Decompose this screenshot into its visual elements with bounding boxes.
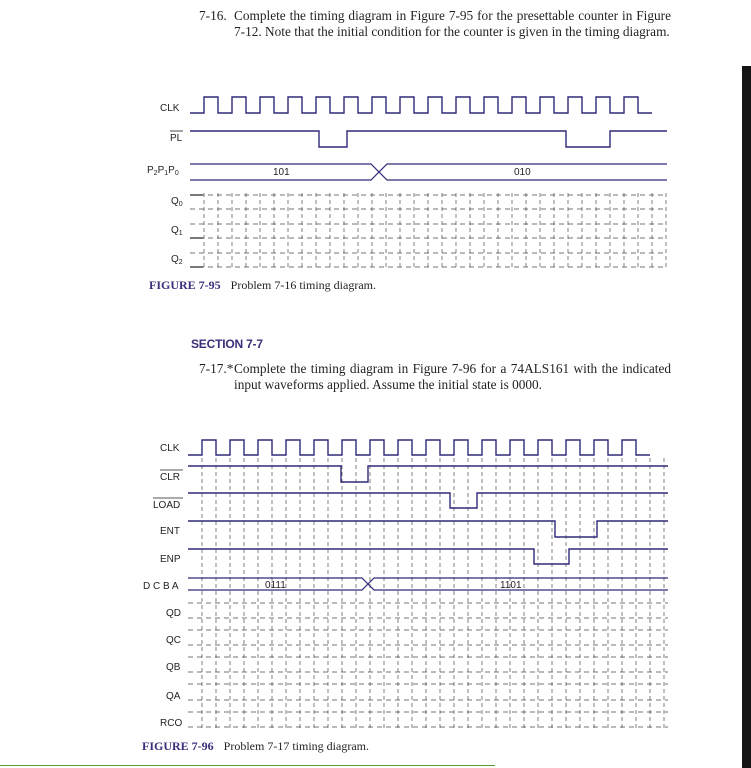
section-heading: SECTION 7-7 bbox=[191, 337, 263, 351]
clr-label: CLR bbox=[160, 472, 181, 483]
dcba-bus-waveform bbox=[188, 578, 668, 590]
qb-label: QB bbox=[166, 662, 181, 673]
figure-label: FIGURE 7-96 bbox=[142, 739, 214, 753]
bus-value-1: 0111 bbox=[265, 580, 286, 591]
p-bus-label: $P_2P_1P_0$ bbox=[147, 165, 179, 177]
problem-text: Complete the timing diagram in Figure 7-95 for the presettable counter in Figure 7-12. Note that the initial condition for the counter is given in the timing diagram. bbox=[234, 8, 671, 39]
q1-label: $Q_1$ bbox=[171, 225, 183, 237]
problem-number: 7-17.* bbox=[199, 361, 234, 376]
bus-value-2: 010 bbox=[514, 167, 531, 178]
clr-waveform bbox=[188, 466, 668, 482]
bus-value-1: 101 bbox=[273, 167, 290, 178]
clk-waveform bbox=[188, 440, 650, 455]
figure-caption-text: Problem 7-16 timing diagram. bbox=[230, 278, 376, 292]
load-waveform bbox=[188, 493, 668, 508]
qa-label: QA bbox=[166, 691, 181, 702]
problem-text: Complete the timing diagram in Figure 7-96 for a 74ALS161 with the indicated input waveforms applied. Assume the initial state is 0000. bbox=[234, 361, 671, 392]
figure-caption-text: Problem 7-17 timing diagram. bbox=[223, 739, 369, 753]
problem-number: 7-16. bbox=[199, 8, 227, 23]
figure-label: FIGURE 7-95 bbox=[149, 278, 221, 292]
clk-label: CLK bbox=[160, 443, 180, 454]
bottom-rule bbox=[0, 765, 495, 766]
ent-label: ENT bbox=[160, 526, 180, 537]
qd-label: QD bbox=[166, 608, 181, 619]
dcba-label: D C B A bbox=[143, 581, 179, 592]
q0-label: $Q_0$ bbox=[171, 196, 183, 208]
qc-label: QC bbox=[166, 635, 181, 646]
clk-label: CLK bbox=[160, 103, 180, 114]
load-label: LOAD bbox=[153, 500, 181, 511]
rco-label: RCO bbox=[160, 718, 183, 729]
enp-label: ENP bbox=[160, 554, 181, 565]
q2-label: $Q_2$ bbox=[171, 254, 183, 266]
bus-value-2: 1101 bbox=[500, 580, 522, 591]
page-edge-bar bbox=[742, 66, 751, 768]
enp-waveform bbox=[188, 549, 668, 564]
ent-waveform bbox=[188, 521, 668, 537]
pl-label: PL bbox=[170, 133, 183, 144]
